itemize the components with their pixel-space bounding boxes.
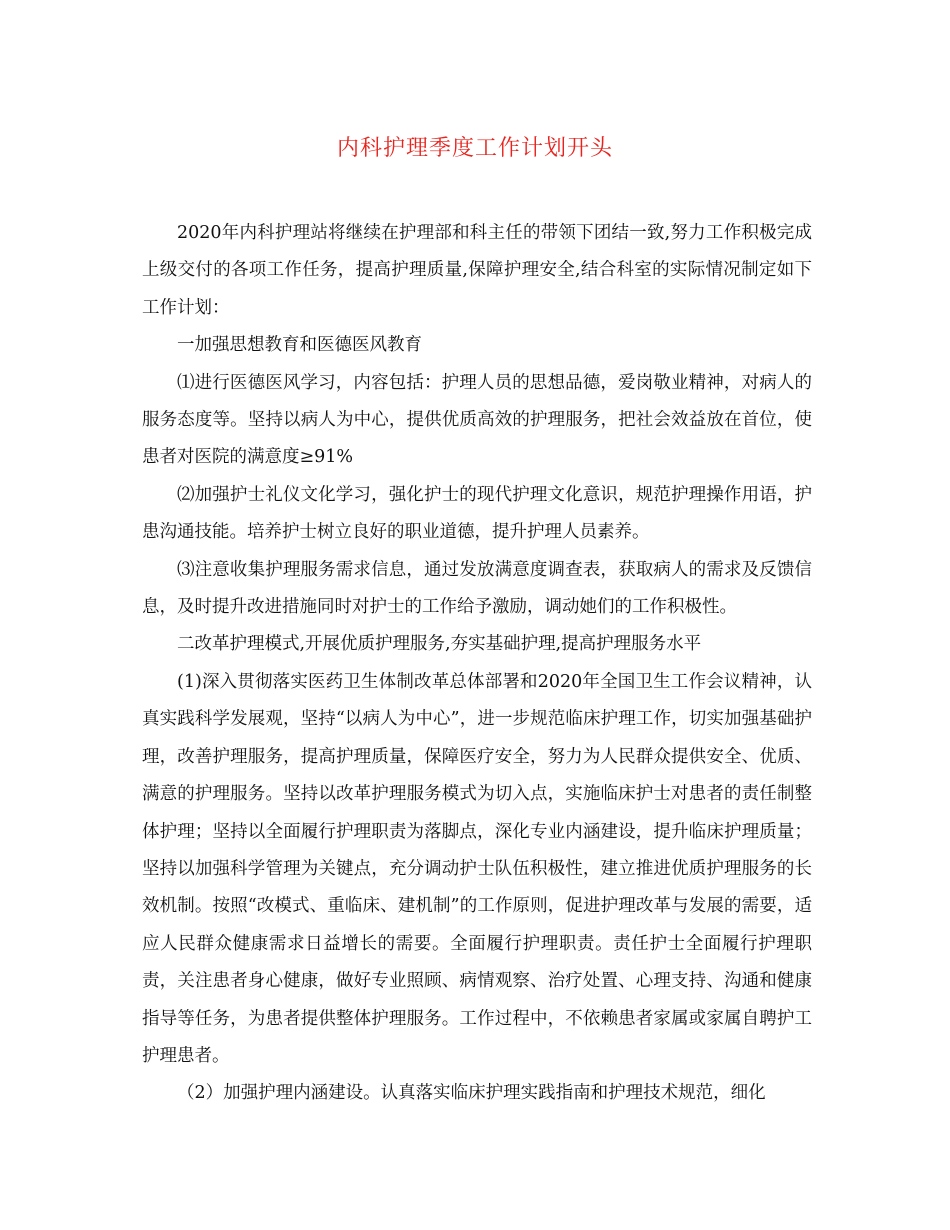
document-body <box>142 215 812 1113</box>
paragraph-item-1: ⑴进行医德医风学习，内容包括：护理人员的思想品德，爱岗敬业精神，对病人的服务态度等。坚持以病人为中心，提供优质高效的护理服务，把社会效益放在首位，使患者对医院的满意度≥91% <box>142 372 812 468</box>
paragraph-item-3: ⑶注意收集护理服务需求信息，通过发放满意度调查表，获取病人的需求及反馈信息，及时提升改进措施同时对护士的工作给予激励，调动她们的工作积极性。 <box>142 559 812 618</box>
section-heading-1: 一加强思想教育和医德医风教育 <box>177 335 422 356</box>
section-heading-2: 二改革护理模式,开展优质护理服务,夯实基础护理,提高护理服务水平 <box>177 634 702 655</box>
paragraph-intro: 2020年内科护理站将继续在护理部和科主任的带领下团结一致,努力工作积极完成上级交付的各项工作任务，提高护理质量,保障护理安全,结合科室的实际情况制定如下工作计划： <box>142 223 812 318</box>
paragraph-item-4: (1)深入贯彻落实医药卫生体制改革总体部署和2020年全国卫生工作会议精神，认真实践科学发展观，坚持“以病人为中心”，进一步规范临床护理工作，切实加强基础护理，改善护理服务，提高护理质量，保障医疗安全，努力为人民群众提供安全、优质、满意的护理服务。坚持以改革护理服务模式为切入点，实施临床护士对患者的责任制整体护理；坚持以全面履行护理职责为落脚点，深化专业内涵建设，提升临床护理质量；坚持以加强科学管理为关键点，充分调动护士队伍积极性，建立推进优质护理服务的长效机制。按照“改模式、重临床、建机制”的工作原则，促进护理改革与发展的需要，适应人民群众健康需求日益增长的需要。全面履行护理职责。责任护士全面履行护理职责，关注患者身心健康，做好专业照顾、病情观察、治疗处置、心理支持、沟通和健康指导等任务，为患者提供整体护理服务。工作过程中，不依赖患者家属或家属自聘护工护理患者。 <box>142 671 812 1066</box>
paragraph-item-5: （2）加强护理内涵建设。认真落实临床护理实践指南和护理技术规范，细化 <box>177 1083 766 1104</box>
paragraph-item-2: ⑵加强护士礼仪文化学习，强化护士的现代护理文化意识，规范护理操作用语，护患沟通技能。培养护士树立良好的职业道德，提升护理人员素养。 <box>142 484 812 543</box>
document-title: 内科护理季度工作计划开头 <box>336 136 613 161</box>
